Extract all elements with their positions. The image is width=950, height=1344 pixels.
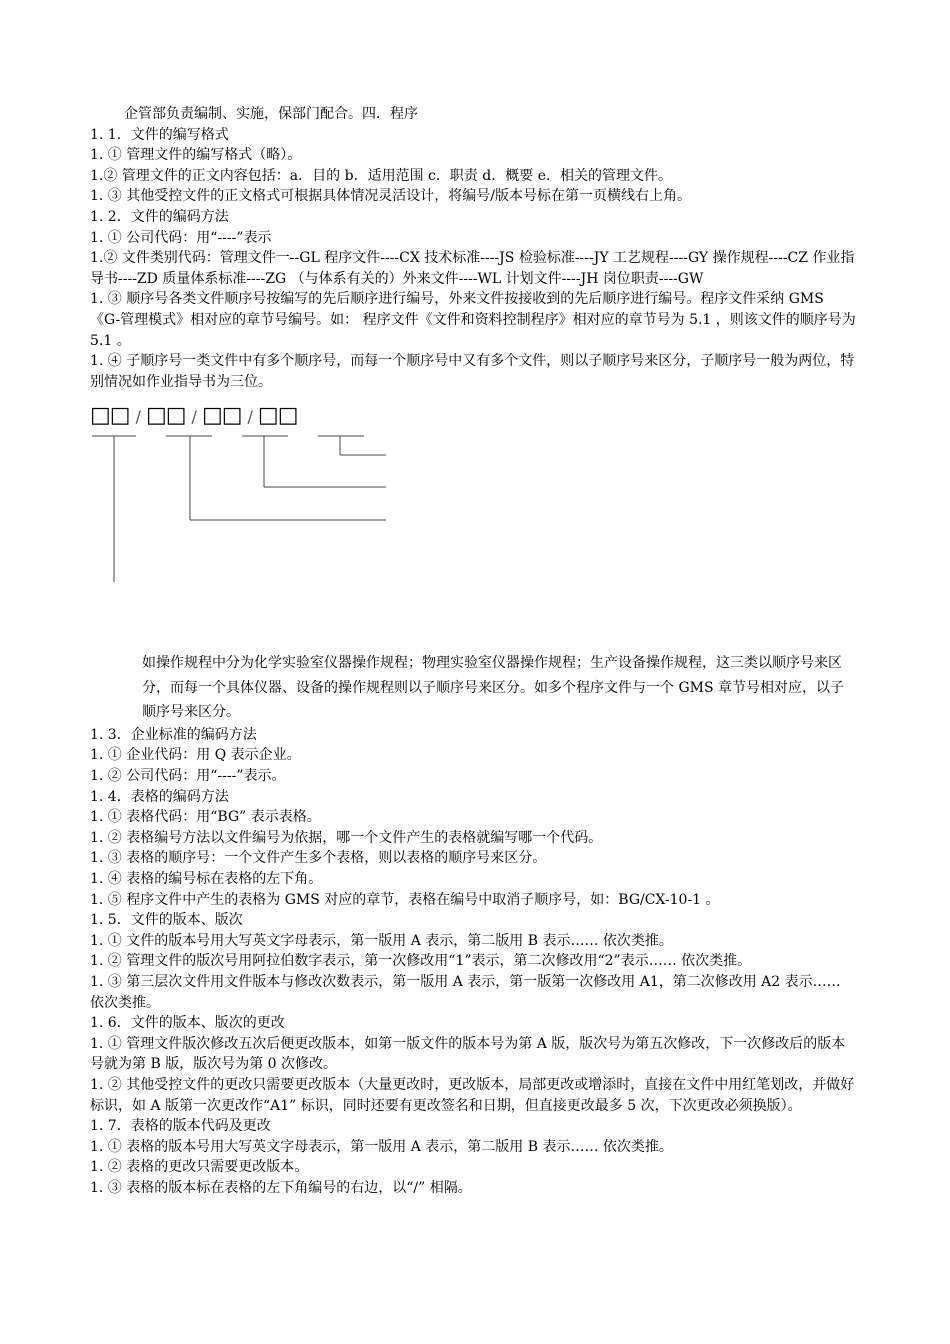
text-line: 企管部负责编制、实施，保部门配合。四．程序	[124, 106, 418, 122]
text-line: 1. ③ 表格的顺序号：一个文件产生多个表格，则以表格的顺序号来区分。	[90, 850, 547, 867]
text-line: 1.② 管理文件的正文内容包括：a．目的 b．适用范围 c．职责 d．概要 e．相关的管理文件。	[90, 167, 673, 184]
section-heading: 1. 7．表格的版本代码及更改	[90, 1118, 271, 1135]
text-paragraph: 1. ② 管理文件的版次号用阿拉伯数字表示，第一次修改用“1”表示，第二次修改用“2”表示…… 依次类推。	[90, 953, 752, 970]
text-line: 1. ① 文件的版本号用大写英文字母表示，第一版用 A 表示，第二版用 B 表示…… 依次类推。	[90, 932, 673, 949]
text-paragraph: 1. ① 管理文件版次修改五次后便更改版本，如第一版文件的版本号为第 A 版，版次号为第五次修改，下一次修改后的版本号就为第 B 版，版次号为第 0 次修改。	[90, 1035, 846, 1073]
text-line: 1. ④ 表格的编号标在表格的左下角。	[90, 870, 323, 887]
code-box-group: □□	[90, 403, 130, 429]
code-box-group: □□	[257, 403, 298, 429]
section-heading: 1. 1．文件的编写格式	[90, 126, 229, 143]
document-page	[90, 104, 858, 1210]
text-line: 1. ① 管理文件的编写格式（略）。	[90, 147, 302, 164]
text-paragraph: 1. ③ 顺序号各类文件顺序号按编写的先后顺序进行编号，外来文件按接收到的先后顺序进行编号。程序文件采纳 GMS 《G-管理模式》相对应的章节号编号。如： 程序文件《文件和资料控制程序》相对应的章节号为 5.1 ，则该文件的顺序号为 5.1 。	[90, 291, 856, 349]
text-line: 1. ② 表格的更改只需要更改版本。	[90, 1159, 309, 1176]
slash-separator: /	[135, 407, 140, 427]
text-line: 1. ① 企业代码：用 Q 表示企业。	[90, 747, 301, 764]
text-line: 1. ② 表格编号方法以文件编号为依据，哪一个文件产生的表格就编写哪一个代码。	[90, 829, 603, 846]
text-line: 1. ③ 表格的版本标在表格的左下角编号的右边，以“/” 相隔。	[90, 1179, 472, 1196]
code-box-group: □□	[201, 403, 242, 429]
section-heading: 1. 3．企业标准的编码方法	[90, 726, 257, 743]
text-line: 1. ③ 其他受控文件的正文格式可根据具体情况灵活设计，将编号/版本号标在第一页横线右上角。	[90, 188, 691, 205]
code-box-group: □□	[145, 403, 186, 429]
text-paragraph: 1. ④ 子顺序号一类文件中有多个顺序号，而每一个顺序号中又有多个文件，则以子顺序号来区分，子顺序号一般为两位，特别情况如作业指导书为三位。	[90, 353, 855, 390]
section-heading: 1. 4．表格的编码方法	[90, 788, 229, 805]
text-line: 1. ① 表格代码：用“BG” 表示表格。	[90, 809, 321, 826]
text-paragraph: 1. ③ 第三层次文件用文件版本与修改次数表示，第一版用 A 表示，第一版第一次修改用 A1，第二次修改用 A2 表示…… 依次类推。	[90, 973, 841, 1011]
section-heading: 1. 5．文件的版本、版次	[90, 912, 243, 929]
text-line: 1. ② 公司代码：用“----”表示。	[90, 768, 286, 784]
text-line: 1. ① 公司代码：用“----”表示	[90, 229, 272, 246]
text-paragraph: 1.② 文件类别代码：管理文件一--GL 程序文件----CX 技术标准----JS 检验标准----JY 工艺规程----GY 操作规程----CZ 作业指导书----ZD 质量体系标准----ZG （与体系有关的）外来文件----WL 计划文件----JH 岗位职责----GW	[90, 250, 855, 287]
text-line: 1. ① 表格的版本号用大写英文字母表示，第一版用 A 表示，第二版用 B 表示…… 依次类推。	[90, 1138, 673, 1155]
code-structure-diagram	[90, 392, 858, 599]
slash-separator: /	[247, 407, 252, 427]
section-heading: 1. 2．文件的编码方法	[90, 208, 229, 225]
text-paragraph: 1. ② 其他受控文件的更改只需要更改版本（大量更改时，更改版本，局部更改或增添时，直接在文件中用红笔划改，并做好标识，如 A 版第一次更改作“A1” 标识，同时还要有更改签名和日期，但直接更改最多 5 次，下次更改必须换版）。	[90, 1076, 855, 1114]
text-paragraph: 如操作规程中分为化学实验室仪器操作规程；物理实验室仪器操作规程；生产设备操作规程，这三类以顺序号来区分，而每一个具体仪器、设备的操作规程则以子顺序号来区分。如多个程序文件与一个 GMS 章节号相对应，以子顺序号来区分。	[142, 655, 845, 721]
text-line: 1. ⑤ 程序文件中产生的表格为 GMS 对应的章节，表格在编号中取消子顺序号，如：BG/CX-10-1 。	[90, 891, 720, 908]
connector-lines	[90, 392, 410, 599]
section-heading: 1. 6．文件的版本、版次的更改	[90, 1015, 285, 1032]
slash-separator: /	[191, 407, 196, 427]
